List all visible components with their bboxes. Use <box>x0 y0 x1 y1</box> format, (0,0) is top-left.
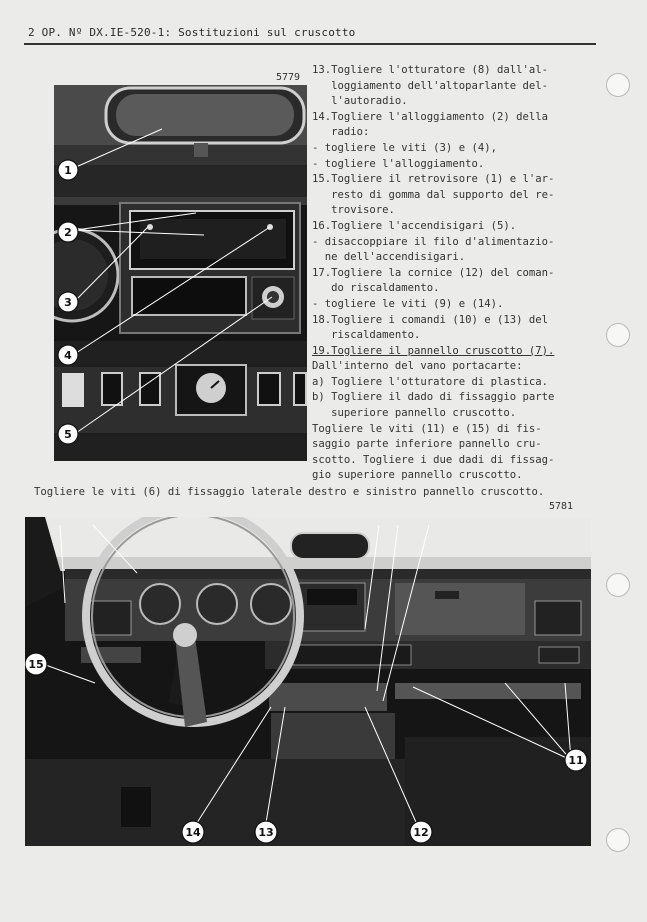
instruction-line: 13.Togliere l'otturatore (8) dall'al- <box>312 64 548 76</box>
binder-hole-icon <box>606 573 630 597</box>
callout-3 <box>58 292 78 312</box>
svg-text:14: 14 <box>185 826 201 839</box>
instruction-line: gio superiore pannello cruscotto. <box>312 469 523 482</box>
instruction-line: scotto. Togliere i due dadi di fissag- <box>312 453 555 466</box>
callout-1 <box>58 160 78 180</box>
instruction-line: do riscaldamento. <box>312 282 440 295</box>
callout-13 <box>255 821 277 843</box>
instruction-line: a) Togliere l'otturatore di plastica. <box>312 375 548 388</box>
svg-text:3: 3 <box>64 296 72 309</box>
callout-5 <box>58 424 78 444</box>
instruction-line: 15.Togliere il retrovisore (1) e l'ar- <box>312 173 555 186</box>
instruction-line: b) Togliere il dado di fissaggio parte <box>312 391 555 404</box>
instruction-line: 14.Togliere l'alloggiamento (2) della <box>312 110 548 123</box>
instruction-line: saggio parte inferiore pannello cru- <box>312 438 542 451</box>
instruction-line: loggiamento dell'altoparlante del- <box>312 79 548 92</box>
photo-full-dashboard <box>25 517 591 846</box>
photo-dashboard-center <box>54 85 307 461</box>
instruction-line: trovisore. <box>312 204 395 217</box>
callout-11 <box>565 749 587 771</box>
instruction-line: 16.Togliere l'accendisigari (5). <box>312 219 517 232</box>
instruction-line: resto di gomma dal supporto del re- <box>312 188 555 201</box>
callout-2 <box>58 222 78 242</box>
instruction-line: - togliere le viti (9) e (14). <box>312 297 504 310</box>
svg-text:1: 1 <box>64 164 72 177</box>
instruction-list <box>312 63 594 484</box>
instruction-line: radio: <box>312 126 370 139</box>
photo1-number: 5779 <box>276 72 301 83</box>
instruction-line: - disaccoppiare il filo d'alimentazio- <box>312 235 555 248</box>
instruction-line: 17.Togliere la cornice (12) del coman- <box>312 266 555 279</box>
svg-text:2: 2 <box>64 226 72 239</box>
instruction-line: superiore pannello cruscotto. <box>312 407 517 420</box>
callout-12 <box>410 821 432 843</box>
svg-text:12: 12 <box>413 826 429 839</box>
svg-text:13: 13 <box>258 826 274 839</box>
svg-text:11: 11 <box>568 754 584 767</box>
header-rule <box>24 43 596 45</box>
svg-text:15: 15 <box>28 658 44 671</box>
instruction-line: 19.Togliere il pannello cruscotto (7). <box>312 344 555 357</box>
instruction-line: riscaldamento. <box>312 329 421 342</box>
instruction-line: Dall'interno del vano portacarte: <box>312 360 523 373</box>
instruction-line: l'autoradio. <box>312 95 408 108</box>
svg-text:5: 5 <box>64 428 72 441</box>
instruction-line: Togliere le viti (11) e (15) di fis- <box>312 422 542 435</box>
instruction-line: 18.Togliere i comandi (10) e (13) del <box>312 313 548 326</box>
instruction-line: - togliere le viti (3) e (4), <box>312 141 497 154</box>
instruction-line: - togliere l'alloggiamento. <box>312 157 485 170</box>
instruction-side-screws: Togliere le viti (6) di fissaggio laterale destro e sinistro pannello cruscotto. <box>34 486 545 498</box>
svg-text:4: 4 <box>64 349 72 362</box>
callout-15 <box>25 653 47 675</box>
callout-14 <box>182 821 204 843</box>
instruction-line: ne dell'accendisigari. <box>312 251 466 264</box>
binder-hole-icon <box>606 73 630 97</box>
binder-hole-icon <box>606 323 630 347</box>
page-header: 2 OP. Nº DX.IE-520-1: Sostituzioni sul cruscotto <box>28 26 356 39</box>
binder-hole-icon <box>606 828 630 852</box>
callout-4 <box>58 345 78 365</box>
photo2-number: 5781 <box>549 501 574 512</box>
